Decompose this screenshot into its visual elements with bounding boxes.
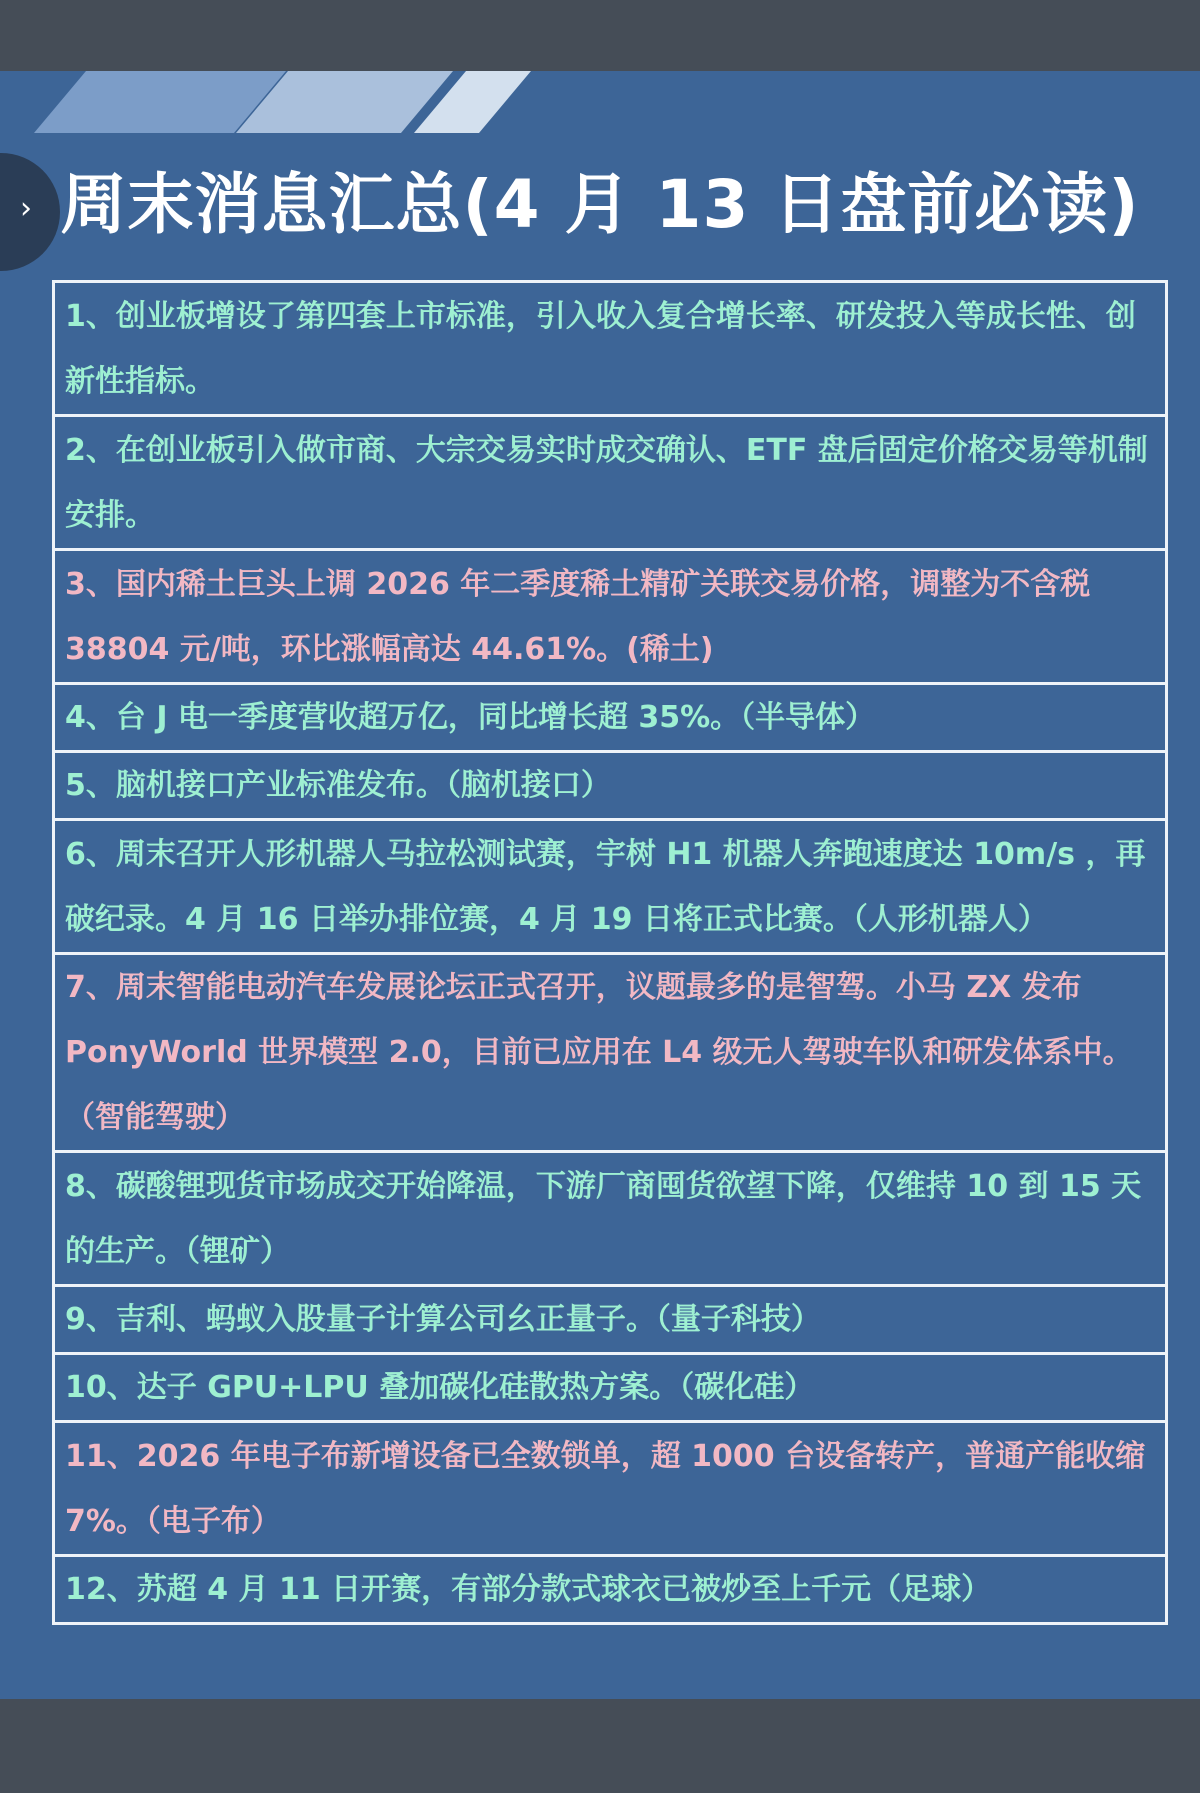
news-item — [55, 1355, 1165, 1423]
news-item — [55, 1423, 1165, 1557]
news-item — [55, 283, 1165, 417]
news-item — [55, 1287, 1165, 1355]
news-item — [55, 753, 1165, 821]
news-item-text: 12、苏超 4 月 11 日开赛，有部分款式球衣已被炒至上千元（足球） — [65, 1572, 992, 1607]
news-item-text: 8、碳酸锂现货市场成交开始降温，下游厂商囤货欲望下降，仅维持 10 到 15 天的生产。（锂矿） — [65, 1168, 1142, 1269]
news-list — [52, 280, 1168, 1625]
news-item — [55, 955, 1165, 1153]
news-item-text: 11、2026 年电子布新增设备已全数锁单，超 1000 台设备转产，普通产能收缩 7%。（电子布） — [65, 1438, 1146, 1539]
page-title: 周末消息汇总(4 月 13 日盘前必读) — [60, 166, 1140, 243]
chevron-right-icon: › — [20, 191, 32, 226]
news-item-text: 1、创业板增设了第四套上市标准，引入收入复合增长率、研发投入等成长性、创新性指标。 — [65, 298, 1136, 399]
news-item — [55, 551, 1165, 685]
news-item-text: 7、周末智能电动汽车发展论坛正式召开，议题最多的是智驾。小马 ZX 发布 PonyWorld 世界模型 2.0，目前已应用在 L4 级无人驾驶车队和研发体系中。（智能驾驶） — [65, 970, 1133, 1135]
news-item — [55, 821, 1165, 955]
news-item — [55, 1557, 1165, 1622]
news-item-text: 5、脑机接口产业标准发布。（脑机接口） — [65, 768, 611, 803]
news-item-text: 10、达子 GPU+LPU 叠加碳化硅散热方案。（碳化硅） — [65, 1370, 815, 1405]
news-item-text: 3、国内稀土巨头上调 2026 年二季度稀土精矿关联交易价格，调整为不含税 38804 元/吨，环比涨幅高达 44.61%。(稀土) — [65, 566, 1091, 667]
news-item-text: 2、在创业板引入做市商、大宗交易实时成交确认、ETF 盘后固定价格交易等机制安排。 — [65, 432, 1148, 533]
news-item — [55, 685, 1165, 753]
news-item — [55, 417, 1165, 551]
news-item-text: 4、台 J 电一季度营收超万亿，同比增长超 35%。（半导体） — [65, 700, 876, 735]
news-item-text: 6、周末召开人形机器人马拉松测试赛，宇树 H1 机器人奔跑速度达 10m/s ，再破纪录。4 月 16 日举办排位赛，4 月 19 日将正式比赛。（人形机器人） — [65, 836, 1146, 937]
news-item — [55, 1153, 1165, 1287]
news-poster — [0, 71, 1200, 1699]
news-item-text: 9、吉利、蚂蚁入股量子计算公司幺正量子。（量子科技） — [65, 1302, 821, 1337]
